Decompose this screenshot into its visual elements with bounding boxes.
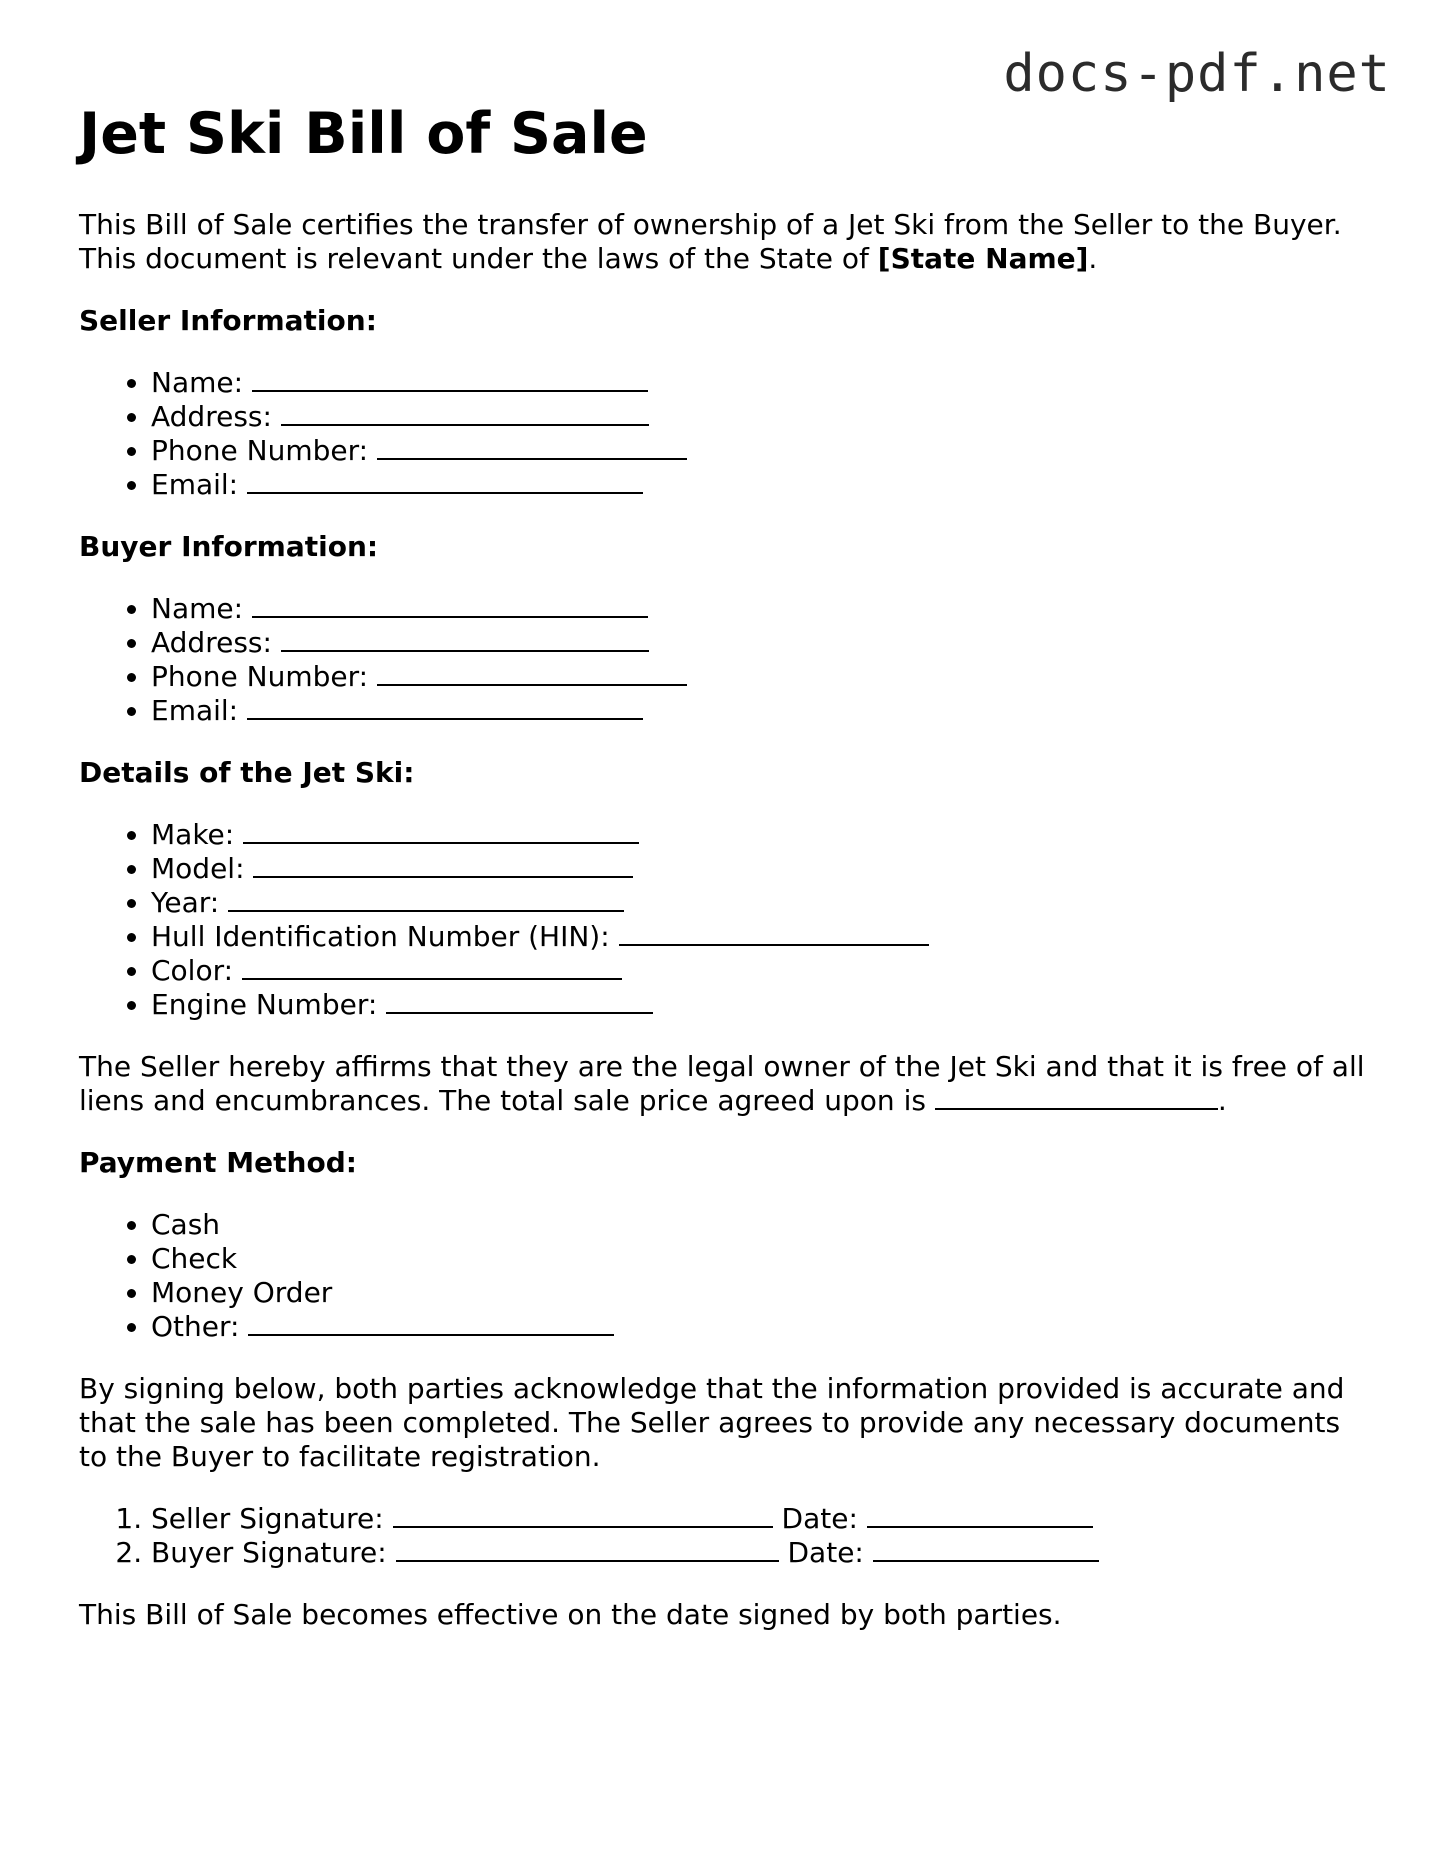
signature-list — [79, 1502, 1369, 1570]
seller-date-label: Date: — [781, 1502, 858, 1536]
seller-phone-field[interactable] — [377, 434, 687, 460]
make-field[interactable] — [243, 818, 639, 844]
seller-list — [79, 366, 1369, 502]
seller-name-label: Name: — [151, 366, 244, 400]
seller-phone-label: Phone Number: — [151, 434, 369, 468]
seller-email-item — [151, 468, 1369, 502]
buyer-signature-item — [151, 1536, 1369, 1570]
seller-email-label: Email: — [151, 468, 239, 502]
jetski-details-list — [79, 818, 1369, 1022]
year-field[interactable] — [228, 886, 624, 912]
state-name-placeholder: [State Name] — [877, 242, 1089, 276]
document-title: Jet Ski Bill of Sale — [79, 101, 648, 167]
acknowledgement-paragraph: By signing below, both parties acknowledge that the information provided is accurate and that the sale has been completed. The Seller agrees to provide any necessary documents to the Buyer to facilitate registration. — [79, 1372, 1345, 1474]
buyer-phone-label: Phone Number: — [151, 660, 369, 694]
payment-heading: Payment Method: — [79, 1146, 357, 1180]
buyer-date-label: Date: — [787, 1536, 864, 1570]
buyer-signature-label: Buyer Signature: — [151, 1536, 387, 1570]
watermark: docs-pdf.net — [1003, 44, 1391, 104]
seller-name-item — [151, 366, 1369, 400]
buyer-address-field[interactable] — [281, 626, 649, 652]
payment-other-label: Other: — [151, 1310, 240, 1344]
buyer-phone-field[interactable] — [377, 660, 687, 686]
year-label: Year: — [151, 886, 220, 920]
seller-date-field[interactable] — [867, 1502, 1093, 1528]
affirmation-paragraph — [79, 1050, 1369, 1118]
buyer-phone-item — [151, 660, 1369, 694]
buyer-address-item — [151, 626, 1369, 660]
document-page — [79, 100, 1369, 1632]
engine-number-field[interactable] — [386, 988, 653, 1014]
engine-number-item — [151, 988, 1369, 1022]
make-item — [151, 818, 1369, 852]
closing-paragraph: This Bill of Sale becomes effective on the date signed by both parties. — [79, 1598, 1062, 1632]
seller-signature-item — [151, 1502, 1369, 1536]
affirmation-text-end: . — [1217, 1084, 1227, 1118]
model-item — [151, 852, 1369, 886]
buyer-date-field[interactable] — [873, 1536, 1099, 1562]
sale-price-field[interactable] — [935, 1084, 1218, 1110]
buyer-signature-field[interactable] — [396, 1536, 779, 1562]
buyer-email-label: Email: — [151, 694, 239, 728]
buyer-email-item — [151, 694, 1369, 728]
intro-paragraph — [79, 208, 1369, 276]
intro-text-end: . — [1088, 242, 1098, 276]
payment-other-item — [151, 1310, 1369, 1344]
buyer-list — [79, 592, 1369, 728]
hin-field[interactable] — [619, 920, 929, 946]
seller-signature-label: Seller Signature: — [151, 1502, 384, 1536]
payment-money-order-item: • Money Order — [151, 1276, 1369, 1310]
buyer-name-field[interactable] — [252, 592, 648, 618]
seller-signature-field[interactable] — [393, 1502, 773, 1528]
hin-item — [151, 920, 1369, 954]
payment-check-item: • Check — [151, 1242, 1369, 1276]
seller-name-field[interactable] — [252, 366, 648, 392]
color-item — [151, 954, 1369, 988]
buyer-address-label: Address: — [151, 626, 272, 660]
hin-label: Hull Identification Number (HIN): — [151, 920, 610, 954]
year-item — [151, 886, 1369, 920]
jetski-details-heading: Details of the Jet Ski: — [79, 756, 415, 790]
payment-cash-item: • Cash — [151, 1208, 1369, 1242]
seller-email-field[interactable] — [247, 468, 643, 494]
seller-address-item — [151, 400, 1369, 434]
buyer-heading: Buyer Information: — [79, 530, 379, 564]
engine-number-label: Engine Number: — [151, 988, 378, 1022]
payment-list — [79, 1208, 1369, 1344]
color-field[interactable] — [242, 954, 622, 980]
make-label: Make: — [151, 818, 235, 852]
seller-phone-item — [151, 434, 1369, 468]
buyer-email-field[interactable] — [247, 694, 643, 720]
payment-other-field[interactable] — [248, 1310, 614, 1336]
buyer-name-label: Name: — [151, 592, 244, 626]
affirmation-text: The Seller hereby affirms that they are the legal owner of the Jet Ski and that it is free of all liens and encumbrances. The total sale price agreed upon is — [79, 1050, 1365, 1118]
intro-text: This Bill of Sale certifies the transfer of ownership of a Jet Ski from the Seller to the Buyer. This document is relevant under the laws of the State of — [79, 208, 1342, 276]
model-field[interactable] — [253, 852, 633, 878]
seller-address-field[interactable] — [281, 400, 649, 426]
seller-address-label: Address: — [151, 400, 272, 434]
color-label: Color: — [151, 954, 234, 988]
model-label: Model: — [151, 852, 245, 886]
seller-heading: Seller Information: — [79, 304, 377, 338]
buyer-name-item — [151, 592, 1369, 626]
